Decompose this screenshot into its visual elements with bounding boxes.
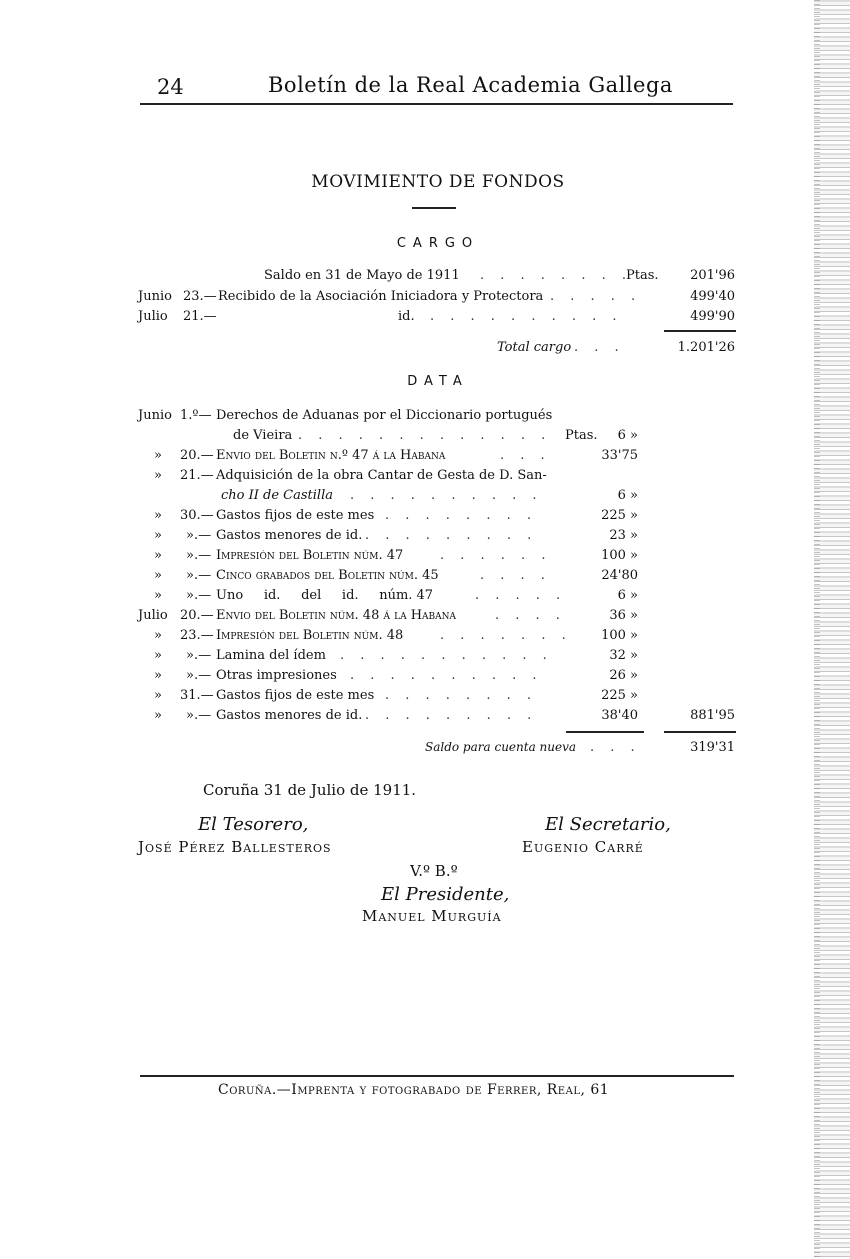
running-title: Boletín de la Real Academia Gallega (268, 73, 673, 97)
leader-dots: . . . . . . . . . . . . . (298, 428, 552, 443)
sum-rule (664, 330, 736, 332)
row-text: Impresión del Boletin núm. 47 (216, 548, 404, 563)
row-amount: 36 » (609, 608, 638, 623)
cargo-row (0, 289, 850, 309)
row-month: » (154, 688, 162, 703)
row-amount: 38'40 (601, 708, 638, 723)
row-text: Derechos de Aduanas por el Diccionario portugués (216, 408, 553, 423)
row-text: Cinco grabados del Boletin núm. 45 (216, 568, 439, 583)
row-amount: 499'90 (690, 309, 735, 324)
row-amount: 33'75 (601, 448, 638, 463)
row-day: 21.— (183, 309, 217, 324)
data-row (0, 568, 850, 588)
row-amount: 24'80 (601, 568, 638, 583)
row-text: Gastos menores de id. (216, 708, 363, 723)
data-row (0, 488, 850, 508)
printer-imprint: Coruña.—Imprenta y fotograbado de Ferrer, Real, 61 (218, 1082, 610, 1098)
row-month: » (154, 528, 162, 543)
row-text: Uno id. del id. núm. 47 (216, 588, 434, 603)
subtotal-rule (566, 731, 644, 733)
row-unit: Ptas. (565, 428, 598, 443)
data-row (0, 608, 850, 628)
data-row (0, 448, 850, 468)
leader-dots: . . . . . . . . (385, 688, 537, 703)
row-month: » (154, 448, 162, 463)
row-text: Gastos fijos de este mes (216, 508, 375, 523)
row-amount: 100 » (601, 628, 638, 643)
row-amount: 6 » (617, 488, 638, 503)
row-text: Recibido de la Asociación Iniciadora y Protectora (218, 289, 544, 304)
presidente-name: Manuel Murguía (362, 907, 502, 925)
leader-dots: . . . (574, 340, 625, 355)
row-text: Impresión del Boletin núm. 48 (216, 628, 404, 643)
row-amount: 225 » (601, 688, 638, 703)
tesorero-name: José Pérez Ballesteros (138, 838, 332, 856)
leader-dots: . . . . . . (440, 548, 552, 563)
leader-dots: . . . . . . . (440, 628, 572, 643)
leader-dots: . . . . . . . . (480, 268, 632, 283)
row-amount: 23 » (609, 528, 638, 543)
page-title: MOVIMIENTO DE FONDOS (311, 172, 565, 192)
data-row (0, 528, 850, 548)
row-day: 20.— (180, 608, 214, 623)
row-text: Gastos menores de id. (216, 528, 363, 543)
leader-dots: . . . . . (475, 588, 567, 603)
row-month: » (154, 648, 162, 663)
secretario-title: El Secretario, (545, 814, 671, 835)
data-row (0, 468, 850, 488)
data-total-amount: 881'95 (690, 708, 735, 723)
row-day: 1.º— (180, 408, 212, 423)
data-heading: DATA (407, 374, 469, 389)
data-row (0, 668, 850, 688)
row-day: ».— (186, 568, 212, 583)
row-amount: 6 » (617, 588, 638, 603)
title-rule (412, 207, 456, 209)
leader-dots: . . . . . . . . . . (350, 488, 543, 503)
row-text: cho II de Castilla (221, 488, 333, 503)
cargo-total-row (0, 340, 850, 360)
row-day: ».— (186, 528, 212, 543)
row-day: 23.— (183, 289, 217, 304)
row-month: Junio (138, 408, 172, 423)
data-row (0, 628, 850, 648)
row-amount: 100 » (601, 548, 638, 563)
row-month: » (154, 568, 162, 583)
row-text: id. (398, 309, 415, 324)
row-text: Gastos fijos de este mes (216, 688, 375, 703)
place-date: Coruña 31 de Julio de 1911. (203, 781, 417, 799)
row-month: » (154, 548, 162, 563)
row-month: » (154, 668, 162, 683)
row-text: Envio del Boletin núm. 48 á la Habana (216, 608, 457, 623)
data-row (0, 508, 850, 528)
tesorero-title: El Tesorero, (198, 814, 309, 835)
data-row (0, 648, 850, 668)
row-month: Julio (138, 608, 168, 623)
data-row (0, 408, 850, 428)
leader-dots: . . . . (495, 608, 566, 623)
row-month: » (154, 588, 162, 603)
row-day: 31.— (180, 688, 214, 703)
secretario-name: Eugenio Carré (522, 838, 644, 856)
row-amount: 6 » (617, 428, 638, 443)
data-row (0, 428, 850, 448)
page-number: 24 (157, 75, 184, 99)
data-row (0, 548, 850, 568)
row-month: » (154, 628, 162, 643)
row-text: de Vieira (233, 428, 293, 443)
total-label: Total cargo (497, 340, 572, 355)
leader-dots: . . . . (480, 568, 551, 583)
row-day: ».— (186, 668, 212, 683)
row-amount: 499'40 (690, 289, 735, 304)
row-day: ».— (186, 708, 212, 723)
saldo-row (0, 740, 850, 760)
leader-dots: . . . . . . . . . . . (340, 648, 553, 663)
row-day: 30.— (180, 508, 214, 523)
row-month: Junio (138, 289, 172, 304)
row-amount: 225 » (601, 508, 638, 523)
visto-bueno: V.º B.º (410, 862, 458, 880)
presidente-title: El Presidente, (381, 884, 510, 905)
cargo-saldo-row (0, 268, 850, 288)
leader-dots: . . . . . . . . (385, 508, 537, 523)
row-text: Otras impresiones (216, 668, 337, 683)
saldo-amount: 201'96 (690, 268, 735, 283)
row-amount: 26 » (609, 668, 638, 683)
row-text: Lamina del ídem (216, 648, 326, 663)
row-month: Julio (138, 309, 168, 324)
row-text: Envio del Boletin n.º 47 á la Habana (216, 448, 446, 463)
leader-dots: . . . . . . . . . (365, 708, 538, 723)
saldo-label: Saldo para cuenta nueva (425, 740, 577, 754)
data-row (0, 588, 850, 608)
row-amount: 32 » (609, 648, 638, 663)
sum-rule (664, 731, 736, 733)
saldo-unit: Ptas. (626, 268, 659, 283)
footer-rule (140, 1075, 734, 1077)
row-day: 21.— (180, 468, 214, 483)
leader-dots: . . . . . . . . . (365, 528, 538, 543)
saldo-text: Saldo en 31 de Mayo de 1911 (264, 268, 460, 283)
data-row (0, 708, 850, 728)
cargo-row (0, 309, 850, 329)
cargo-heading: CARGO (396, 236, 480, 251)
row-day: ».— (186, 548, 212, 563)
row-month: » (154, 468, 162, 483)
row-day: ».— (186, 588, 212, 603)
leader-dots: . . . (500, 448, 551, 463)
leader-dots: . . . . . . . . . . (430, 309, 623, 324)
leader-dots: . . . . . (550, 289, 642, 304)
data-row (0, 688, 850, 708)
saldo-amount: 319'31 (690, 740, 735, 755)
leader-dots: . . . . . . . . . . (350, 668, 543, 683)
header-rule (140, 103, 733, 105)
total-amount: 1.201'26 (677, 340, 735, 355)
row-month: » (154, 508, 162, 523)
row-day: 20.— (180, 448, 214, 463)
row-month: » (154, 708, 162, 723)
leader-dots: . . . (590, 740, 641, 755)
row-day: 23.— (180, 628, 214, 643)
row-day: ».— (186, 648, 212, 663)
row-text: Adquisición de la obra Cantar de Gesta de D. San- (216, 468, 547, 483)
